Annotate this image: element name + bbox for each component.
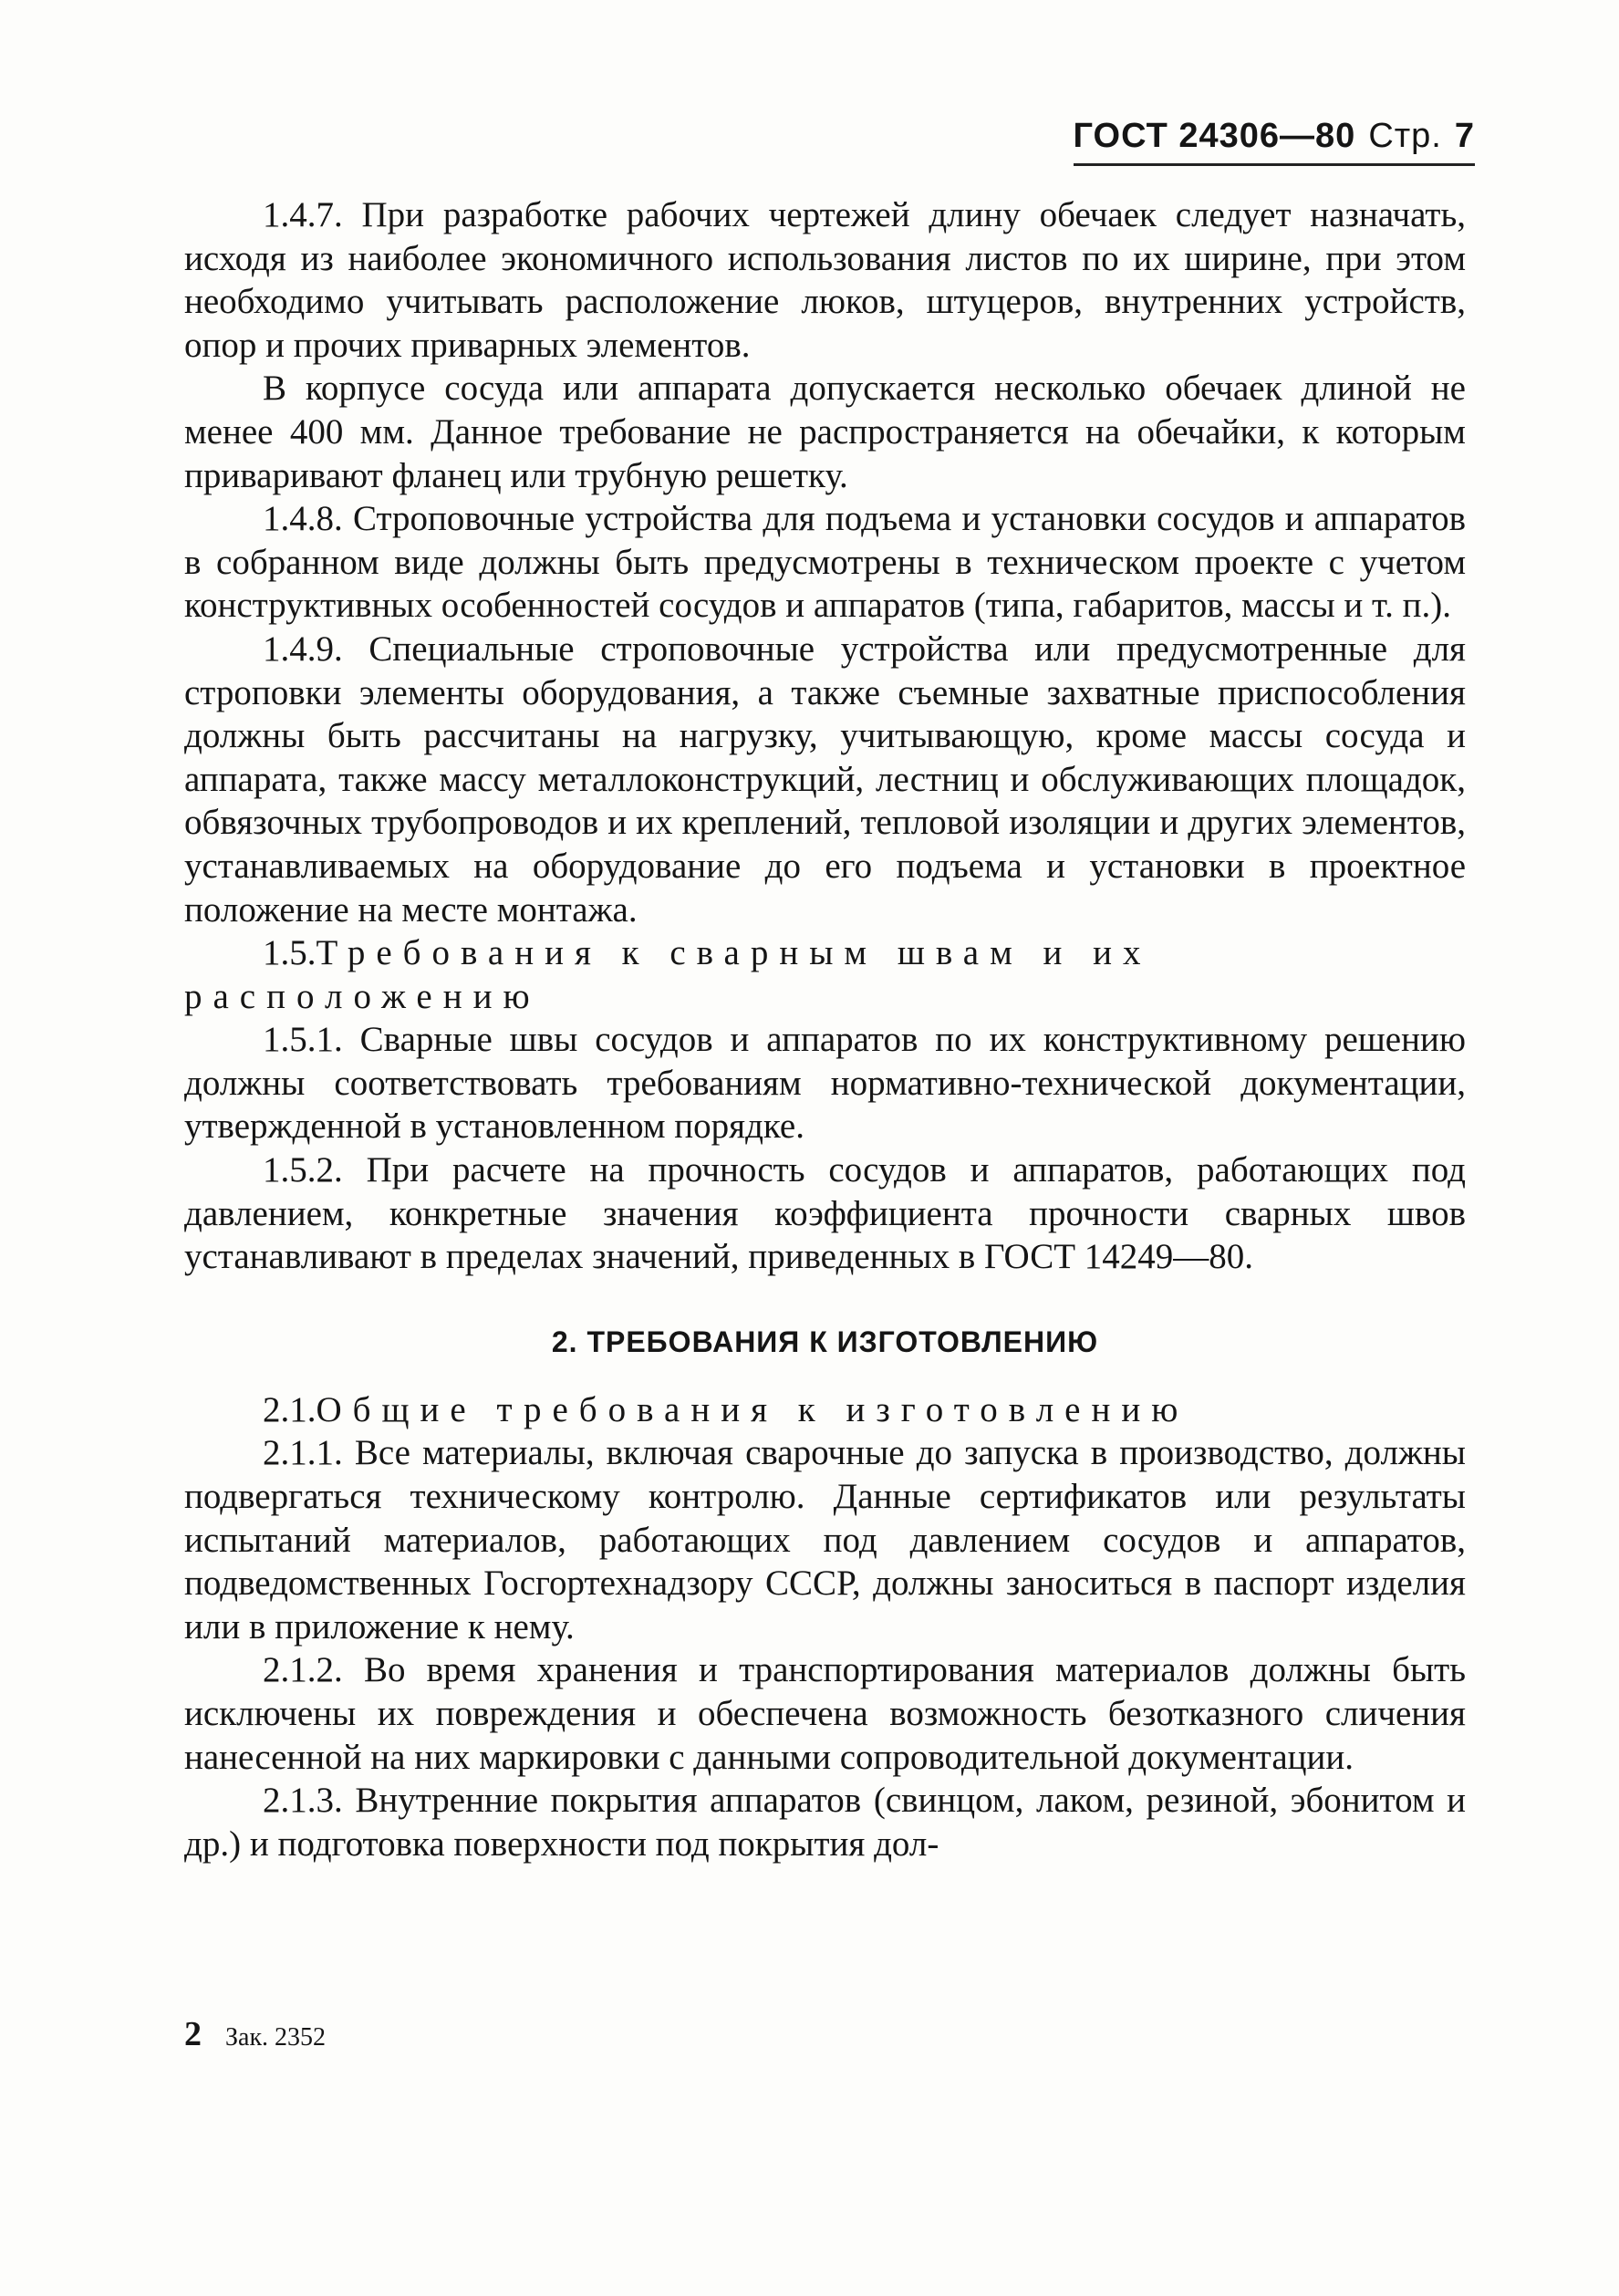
paragraph-1-5-2: 1.5.2. При расчете на прочность сосудов и аппаратов, работающих под давлением, конкретные значения коэффициента прочности сварных швов устанавливают в пределах значений, приведенных в ГОСТ 14249—80. <box>184 1150 1466 1277</box>
page-number: 7 <box>1454 117 1475 155</box>
page-footer <box>184 2014 326 2054</box>
standard-code: ГОСТ 24306—80 <box>1073 117 1356 155</box>
order-number: Зак. 2352 <box>225 2023 327 2052</box>
document-body <box>184 193 1466 1865</box>
subsection-title: Общие требования к изготовлению <box>316 1389 1189 1429</box>
paragraph-1-4-7-cont: В корпусе сосуда или аппарата допускается несколько обечаек длиной не менее 400 мм. Данное требование не распространяется на обечайки, к которым приваривают фланец или трубную решетку. <box>184 369 1466 495</box>
subsection-heading-2-1 <box>184 1388 1466 1432</box>
page-label: Стр. <box>1368 117 1442 155</box>
paragraph-1-4-9: 1.4.9. Специальные строповочные устройства или предусмотренные для строповки элементы оборудования, а также съемные захватные приспособления должны быть рассчитаны на нагрузку, учитывающую, кроме массы сосуда и аппарата, также массу металлоконструкций, лестниц и обслуживающих площадок, обвязочных трубопроводов и их креплений, тепловой изоляции и других элементов, устанавливаемых на оборудование до его подъема и установки в проектное положение на месте монтажа. <box>184 629 1466 930</box>
section-heading-2: 2. ТРЕБОВАНИЯ К ИЗГОТОВЛЕНИЮ <box>551 1325 1099 1358</box>
paragraph-2-1-2: 2.1.2. Во время хранения и транспортирования материалов должны быть исключены их повреждения и обеспечена возможность безотказного сличения нанесенной на них маркировки с данными сопроводительной документации. <box>184 1650 1466 1777</box>
subsection-number: 1.5. <box>263 933 317 973</box>
subsection-number: 2.1. <box>263 1389 317 1429</box>
paragraph-1-4-7: 1.4.7. При разработке рабочих чертежей длину обечаек следует назначать, исходя из наиболее экономичного использования листов по их ширине, при этом необходимо учитывать расположение люков, штуцеров, внутренних устройств, опор и прочих приварных элементов. <box>184 195 1466 365</box>
page-header <box>1074 117 1476 166</box>
paragraph-2-1-1: 2.1.1. Все материалы, включая сварочные до запуска в производство, должны подвергаться техническому контролю. Данные сертификатов или результаты испытаний материалов, работающих под давлением сосудов и аппаратов, подведомственных Госгортехнадзору СССР, должны заноситься в паспорт изделия или в приложение к нему. <box>184 1433 1466 1647</box>
paragraph-1-4-8: 1.4.8. Строповочные устройства для подъема и установки сосудов и аппаратов в собранном виде должны быть предусмотрены в техническом проекте с учетом конструктивных особенностей сосудов и аппаратов (типа, габаритов, массы и т. п.). <box>184 499 1466 626</box>
paragraph-2-1-3: 2.1.3. Внутренние покрытия аппаратов (свинцом, лаком, резиной, эбонитом и др.) и подготовка поверхности под покрытия дол- <box>184 1781 1466 1864</box>
subsection-title: Требования к сварным швам и их расположению <box>184 933 1152 1016</box>
signature-number: 2 <box>184 2015 202 2053</box>
subsection-heading-1-5 <box>184 931 1466 1018</box>
paragraph-1-5-1: 1.5.1. Сварные швы сосудов и аппаратов по их конструктивному решению должны соответствовать требованиям нормативно-технической документации, утвержденной в установленном порядке. <box>184 1020 1466 1147</box>
